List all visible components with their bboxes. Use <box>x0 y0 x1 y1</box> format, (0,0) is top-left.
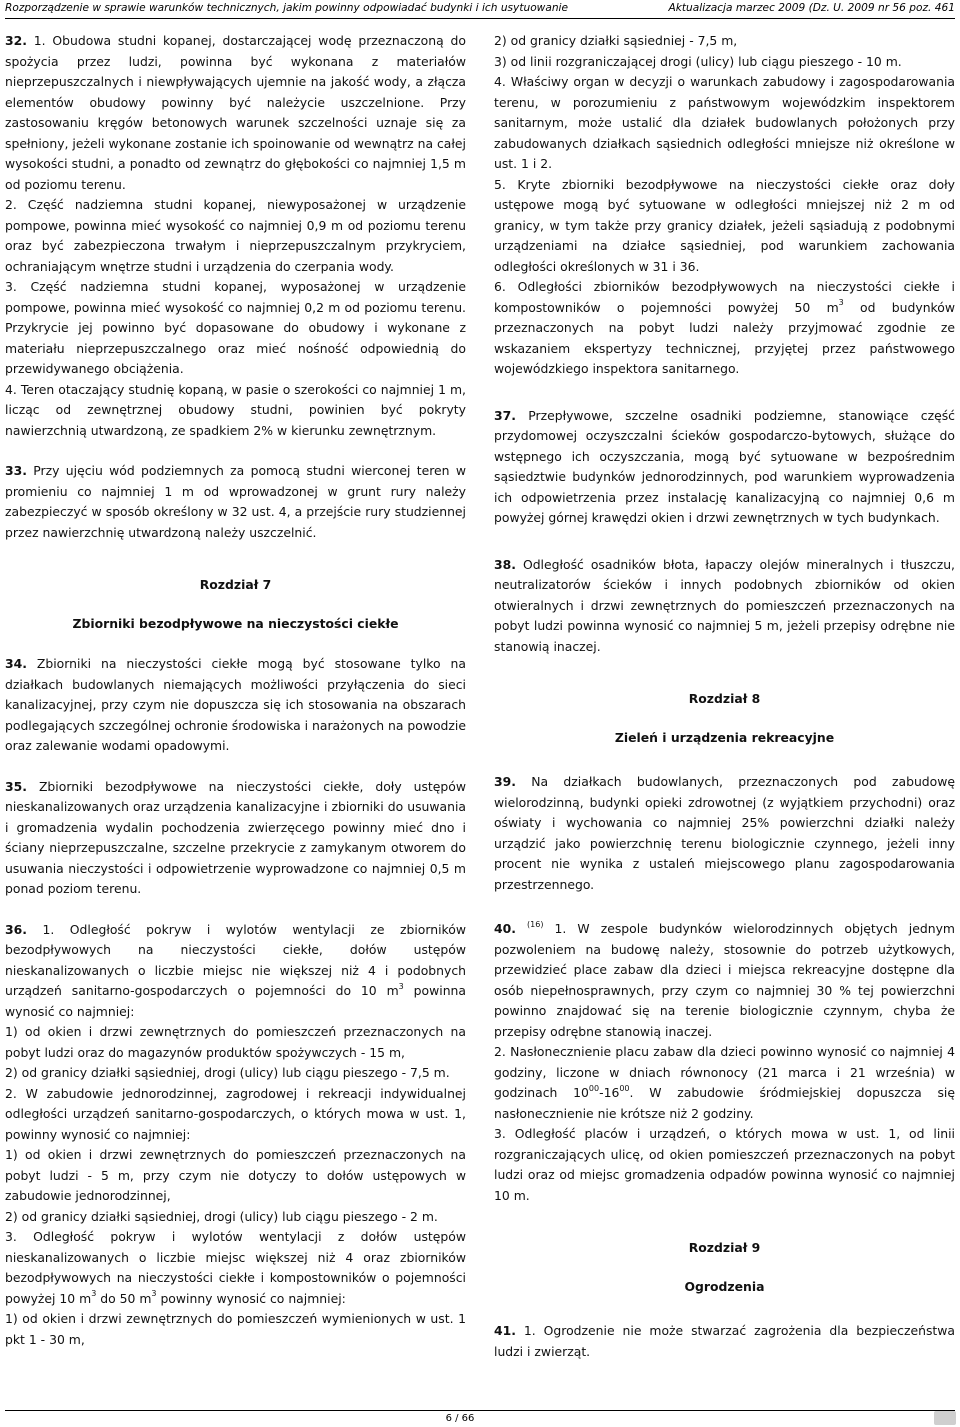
section-32-text-1: 1. Obudowa studni kopanej, dostarczającej wodę przeznaczoną do spożycia przez ludzi, powinna być wykonana z materiałów nieprzepuszczalnych i niewpływających ujemnie na jakość wody, a złącza elementów obudowy powinny być należycie uszczelnione. Przy zastosowaniu kręgów betonowych warunek szczelności uznaje się za spełniony, jeżeli wykonane zostanie ich spoinowanie od wewnątrz na całej wysokości studni, a ponadto od zewnątrz do głębokości co najmniej 1,5 m od poziomu terenu. <box>5 33 466 192</box>
section-36-text-3c: powinny wynosić co najmniej: <box>156 1290 346 1306</box>
left-column <box>5 31 466 1350</box>
section-38-text: Odległość osadników błota, łapaczy olejów mineralnych i tłuszczu, neutralizatorów ścieków i innych podobnych zbiorników od okien otwieralnych i drzwi zewnętrznych do pomieszczeń przeznaczonych na pobyt ludzi powinna wynosić co najmniej 5 m, jeżeli przepisy odrębne nie stanowią inaczej. <box>494 556 955 654</box>
section-36-sup-3b: 3 <box>151 1289 157 1299</box>
section-38 <box>494 555 955 658</box>
section-40-text-2c: . W zabudowie śródmiejskiej dopuszcza się nasłonecznienie nie krótsze niż 2 godziny. <box>494 1085 955 1121</box>
section-41 <box>494 1321 955 1362</box>
section-37-number: 37. <box>494 407 516 423</box>
section-40-number: 40. <box>494 921 516 936</box>
section-32-para-2: 2. Część nadziemna studni kopanej, niewyposażonej w urządzenie pompowe, powinna mieć wysokość co najmniej 0,9 m od poziomu terenu oraz być zabezpieczona trwałym i nieprzepuszczalnym przykryciem, ochraniającym wnętrze studni i urządzenia do czerpania wody. <box>5 197 466 274</box>
section-35 <box>5 777 466 900</box>
section-35-text: Zbiorniki bezodpływowe na nieczystości ciekłe, doły ustępów nieskanalizowanych oraz urządzenia kanalizacyjne i zbiorniki do usuwania i gromadzenia wydalin pochodzenia zwierzęcego powinny mieć dno i ściany nieprzepuszczalne, szczelne przekrycie z zamykanym otworem do usuwania nieczystości i odpowietrzenie wyprowadzone co najmniej 0,5 m ponad poziom terenu. <box>5 778 466 896</box>
section-35-number: 35. <box>5 778 27 794</box>
section-40-text-2a: 2. Nasłonecznienie placu zabaw dla dzieci powinno wynosić co najmniej 4 godziny, liczone w dniach równonocy (21 marca i 21 września) w godzinach 10 <box>494 1044 955 1100</box>
section-36-para-5: 5. Kryte zbiorniki bezodpływowe na nieczystości ciekłe oraz doły ustępowe mogą być sytuowane w odległości mniejszej niż 2 m od granicy, w tym także przy granicy działek, jeżeli sąsiadują z podobnymi urządzeniami na działce sąsiedniej, pod warunkiem zachowania odległości określonych w 31 i 36. <box>494 176 955 274</box>
section-40-para-1 <box>494 919 955 1042</box>
section-36-text-6a: 6. Odległości zbiorników bezodpływowych na nieczystości ciekłe i kompostowników o pojemności powyżej 50 m <box>494 279 955 315</box>
section-36-item-1-1: 1) od okien i drzwi zewnętrznych do pomieszczeń przeznaczonych na pobyt ludzi oraz do magazynów produktów spożywczych - 15 m, <box>5 1024 466 1060</box>
section-36-para-4: 4. Właściwy organ w decyzji o warunkach zabudowy i zagospodarowania terenu, w porozumieniu z państwowym wojewódzkim inspektorem sanitarnym, może ustalić dla działek budowlanych położonych przy zabudowanych działkach sąsiednich odległości mniejsze niż określone w ust. 1 i 2. <box>494 74 955 171</box>
footer-rule <box>5 1410 955 1411</box>
chapter-9-title: Rozdział 9 <box>688 1240 761 1255</box>
chapter-8-subtitle: Zieleń i urządzenia rekreacyjne <box>614 729 835 745</box>
section-38-number: 38. <box>494 556 516 572</box>
right-column <box>494 31 955 1362</box>
section-40-amendment-mark: (16) <box>527 919 544 929</box>
section-36-sup-1: 3 <box>398 981 404 991</box>
section-36-para-6 <box>494 277 955 380</box>
section-40-sup-2b: 00 <box>619 1083 630 1093</box>
section-36-text-1a: 1. Odległość pokryw i wylotów wentylacji ze zbiorników bezodpływowych na nieczystości ciekłe, dołów ustępów nieskanalizowanych o liczbie miejsc nie większej niż 4 i podobnych urządzeń sanitarno-gospodarczych o pojemności do 10 m <box>5 921 466 998</box>
section-36-para-3 <box>5 1227 466 1309</box>
section-40-sup-2a: 00 <box>588 1083 600 1093</box>
section-33-number: 33. <box>5 463 27 478</box>
section-41-number: 41. <box>494 1323 516 1338</box>
section-33 <box>5 461 466 543</box>
section-36-sup-3a: 3 <box>91 1289 97 1299</box>
header-rule <box>5 18 955 19</box>
section-40-text-1: 1. W zespole budynków wielorodzinnych objętych jednym pozwoleniem na budowę należy, stosownie do potrzeb użytkowych, przewidzieć place zabaw dla dzieci i miejsca rekreacyjne dostępne dla osób niepełnosprawnych, przy czym co najmniej 30 % tej powierzchni powinno znajdować się na terenie biologicznie czynnym, chyba że przepisy odrębne stanowią inaczej. <box>494 921 955 1039</box>
section-40-para-2 <box>494 1042 955 1124</box>
chapter-7-title: Rozdział 7 <box>199 577 272 592</box>
page-footer <box>0 1405 960 1427</box>
section-36-item-3-3: 3) od linii rozgraniczającej drogi (ulicy) lub ciągu pieszego - 10 m. <box>494 53 902 69</box>
section-36-number: 36. <box>5 921 27 937</box>
publisher-logo-icon <box>934 1411 956 1425</box>
section-39-number: 39. <box>494 774 516 789</box>
running-header <box>5 0 955 18</box>
section-34 <box>5 654 466 757</box>
page-number: 6 / 66 <box>445 1413 475 1424</box>
section-32-number: 32. <box>5 33 27 48</box>
section-39 <box>494 772 955 895</box>
section-36-text-6b: od budynków przeznaczonych na pobyt ludzi należy przyjmować zgodnie ze wskazaniem ekspertyzy technicznej, przyjętej przez państwowego wojewódzkiego inspektora sanitarnego. <box>494 299 956 376</box>
section-36-para-2: 2. W zabudowie jednorodzinnej, zagrodowej i rekreacji indywidualnej odległości urządzeń sanitarno-gospodarczych, o których mowa w ust. 1, powinny wynosić co najmniej: <box>5 1085 466 1142</box>
header-title: Rozporządzenie w sprawie warunków technicznych, jakim powinny odpowiadać budynki i ich usytuowanie <box>5 2 569 14</box>
section-36-item-2-2: 2) od granicy działki sąsiedniej, drogi (ulicy) lub ciągu pieszego - 2 m. <box>5 1208 438 1224</box>
section-36-sup-6: 3 <box>838 298 844 308</box>
section-37-text: Przepływowe, szczelne osadniki podziemne, stanowiące część przydomowej oczyszczalni ścieków gospodarczo-bytowych, służące do wstępnego ich oczyszczania, mogą być sytuowane w bezpośrednim sąsiedztwie budynków jednorodzinnych, pod warunkiem wyprowadzenia ich odpowietrzenia przez instalację kanalizacyjną co najmniej 0,6 m powyżej górnej krawędzi okien i drzwi zewnętrznych w tych budynkach. <box>494 407 955 525</box>
section-39-text: Na działkach budowlanych, przeznaczonych pod zabudowę wielorodzinną, budynki opieki zdrowotnej (z wyjątkiem przychodni) oraz oświaty i wychowania co najmniej 25% powierzchni działki należy urządzić jako powierzchnię terenu biologicznie czynnego, jeżeli inny procent nie wynika z ustaleń miejscowego planu zagospodarowania przestrzennego. <box>494 774 955 892</box>
section-36-text-3b: do 50 m <box>96 1290 152 1306</box>
section-33-text: Przy ujęciu wód podziemnych za pomocą studni wierconej teren w promieniu co najmniej 1 m od wprowadzonej w grunt rury należy zabezpieczyć w sposób określony w 32 ust. 4, a przejście rury studziennej przez nawierzchnię utwardzoną należy uszczelnić. <box>5 463 466 540</box>
section-36-item-3-1: 1) od okien i drzwi zewnętrznych do pomieszczeń wymienionych w ust. 1 pkt 1 - 30 m, <box>5 1311 466 1347</box>
section-40-para-3: 3. Odległość placów i urządzeń, o których mowa w ust. 1, od linii rozgraniczających ulicę, od okien pomieszczeń przeznaczonych na pobyt ludzi oraz od miejsc gromadzenia odpadów powinna wynosić co najmniej 10 m. <box>494 1126 955 1203</box>
chapter-8-title: Rozdział 8 <box>688 691 761 706</box>
chapter-9-subtitle: Ogrodzenia <box>684 1278 765 1294</box>
section-34-number: 34. <box>5 656 27 671</box>
section-36-item-1-2: 2) od granicy działki sąsiedniej, drogi (ulicy) lub ciągu pieszego - 7,5 m. <box>5 1065 450 1080</box>
section-32-para-3: 3. Część nadziemna studni kopanej, wyposażonej w urządzenie pompowe, powinna mieć wysokość co najmniej 0,2 m od poziomu terenu. Przykrycie jej powinno być dopasowane do obudowy i wykonane z materiału nieprzepuszczalnego oraz mieć nośność odpowiednią do przewidywanego obciążenia. <box>5 279 466 376</box>
section-36-text-3a: 3. Odległość pokryw i wylotów wentylacji z dołów ustępów nieskanalizowanych o liczbie miejsc większej niż 4 oraz zbiorników bezodpływowych na nieczystości ciekłe i kompostowników o pojemności powyżej 10 m <box>5 1229 466 1306</box>
header-update-note: Aktualizacja marzec 2009 (Dz. U. 2009 nr 56 poz. 461 <box>668 2 955 14</box>
section-36-item-2-1: 1) od okien i drzwi zewnętrznych do pomieszczeń przeznaczonych na pobyt ludzi - 5 m, przy czym nie dotyczy to dołów ustępowych w zabudowie jednorodzinnej, <box>5 1147 466 1203</box>
section-34-text: Zbiorniki na nieczystości ciekłe mogą być stosowane tylko na działkach budowlanych niemających możliwości przyłączenia do sieci kanalizacyjnej, przy czym nie dopuszcza się ich stosowania na obszarach podlegających szczególnej ochronie środowiska i narażonych na powodzie oraz zalewanie wodami opadowymi. <box>5 656 466 753</box>
section-41-text: 1. Ogrodzenie nie może stwarzać zagrożenia dla bezpieczeństwa ludzi i zwierząt. <box>494 1323 955 1359</box>
section-32-para-1 <box>5 31 466 195</box>
section-36-text-1b: powinna wynosić co najmniej: <box>5 983 466 1019</box>
section-32-para-4: 4. Teren otaczający studnię kopaną, w pasie o szerokości co najmniej 1 m, licząc od zewnętrznej obudowy studni, powinien być pokryty nawierzchnią utwardzoną, ze spadkiem 2% w kierunku zewnętrznym. <box>5 381 466 438</box>
section-37 <box>494 406 955 529</box>
chapter-7-subtitle: Zbiorniki bezodpływowe na nieczystości ciekłe <box>72 615 399 631</box>
section-36-para-1 <box>5 920 466 1023</box>
section-36-item-3-2: 2) od granicy działki sąsiedniej - 7,5 m, <box>494 33 738 48</box>
section-40-text-2b: -16 <box>599 1085 620 1100</box>
